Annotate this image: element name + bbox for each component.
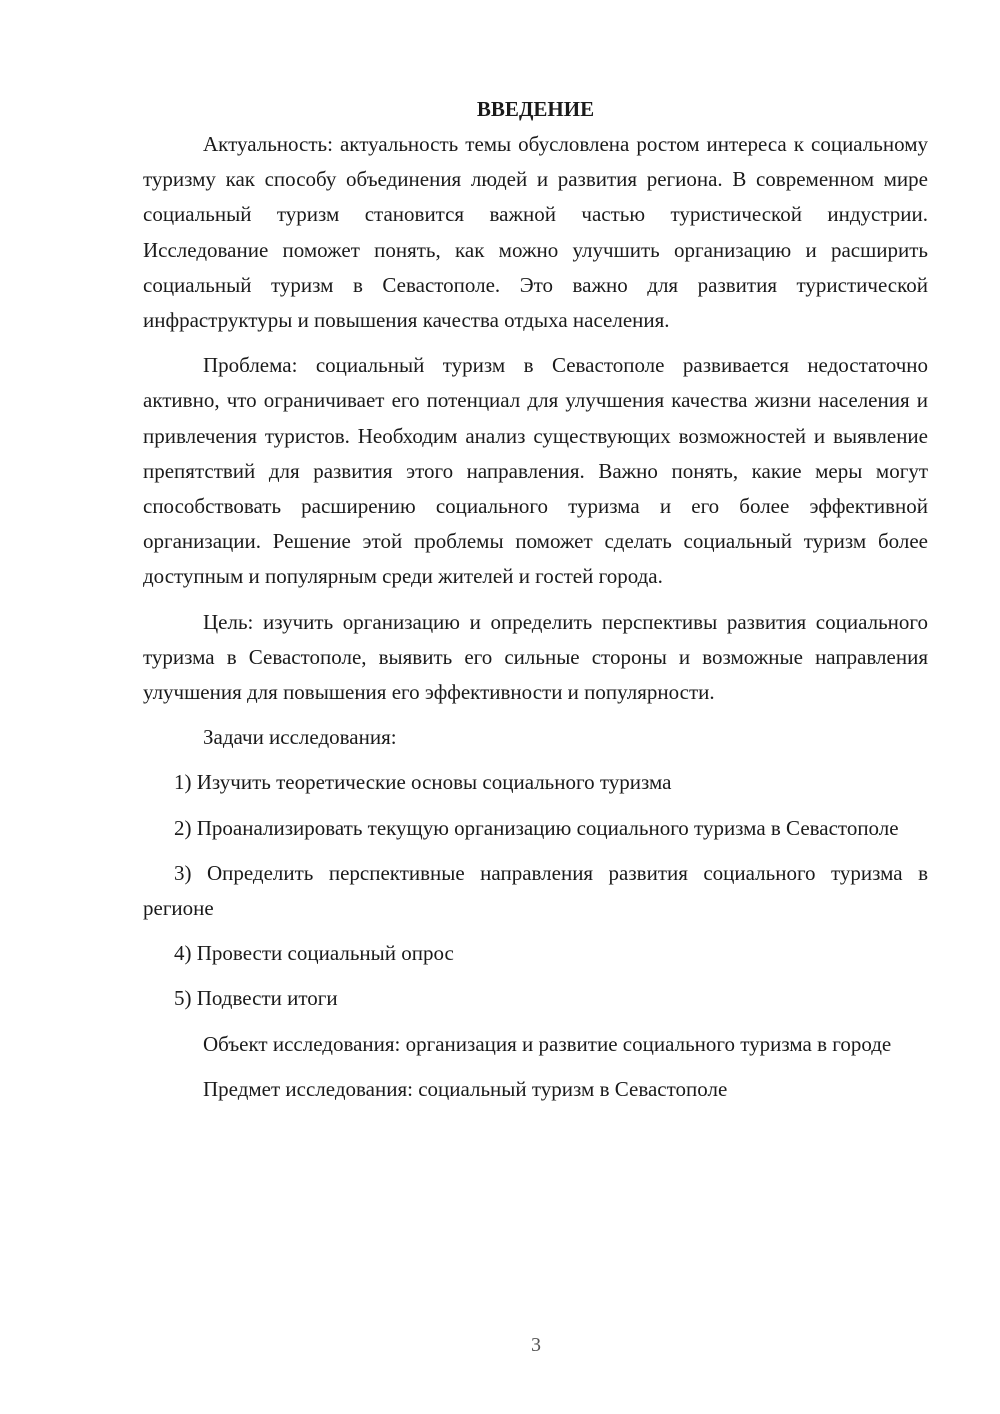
document-title: ВВЕДЕНИЕ <box>476 97 595 121</box>
page-number: 3 <box>531 1334 541 1356</box>
task-item: 5) Подвести итоги <box>174 986 338 1011</box>
subject-paragraph: Предмет исследования: социальный туризм в Севастополе <box>203 1076 728 1101</box>
object-paragraph: Объект исследования: организация и развитие социального туризма в городе <box>203 1031 892 1056</box>
problem-paragraph: Проблема: социальный туризм в Севастополе развивается недостаточно активно, что ограничивает его потенциал для улучшения качества жизни населения и привлечения туристов. Необходим анализ существующих возможностей и выявление препятствий для развития этого направления. Важно понять, какие меры могут способствовать расширению социального туризма и его более эффективной организации. Решение этой проблемы поможет сделать социальный туризм более доступным и популярным среди жителей и гостей города. <box>143 353 928 589</box>
task-item: 4) Провести социальный опрос <box>174 941 454 966</box>
document-page <box>143 92 928 1117</box>
relevance-paragraph: Актуальность: актуальность темы обусловлена ростом интереса к социальному туризму как способу объединения людей и развития региона. В современном мире социальный туризм становится важной частью туристической индустрии. Исследование поможет понять, как можно улучшить организацию и расширить социальный туризм в Севастополе. Это важно для развития туристической инфраструктуры и повышения качества отдыха населения. <box>143 132 928 333</box>
tasks-list <box>143 765 928 1016</box>
tasks-heading: Задачи исследования: <box>203 725 397 750</box>
goal-paragraph: Цель: изучить организацию и определить перспективы развития социального туризма в Севастополе, выявить его сильные стороны и возможные направления улучшения для повышения его эффективности и популярности. <box>143 609 928 705</box>
task-item: 3) Определить перспективные направления развития социального туризма в регионе <box>143 860 928 921</box>
task-item: 2) Проанализировать текущую организацию социального туризма в Севастополе <box>174 815 899 840</box>
task-item: 1) Изучить теоретические основы социального туризма <box>174 770 672 795</box>
